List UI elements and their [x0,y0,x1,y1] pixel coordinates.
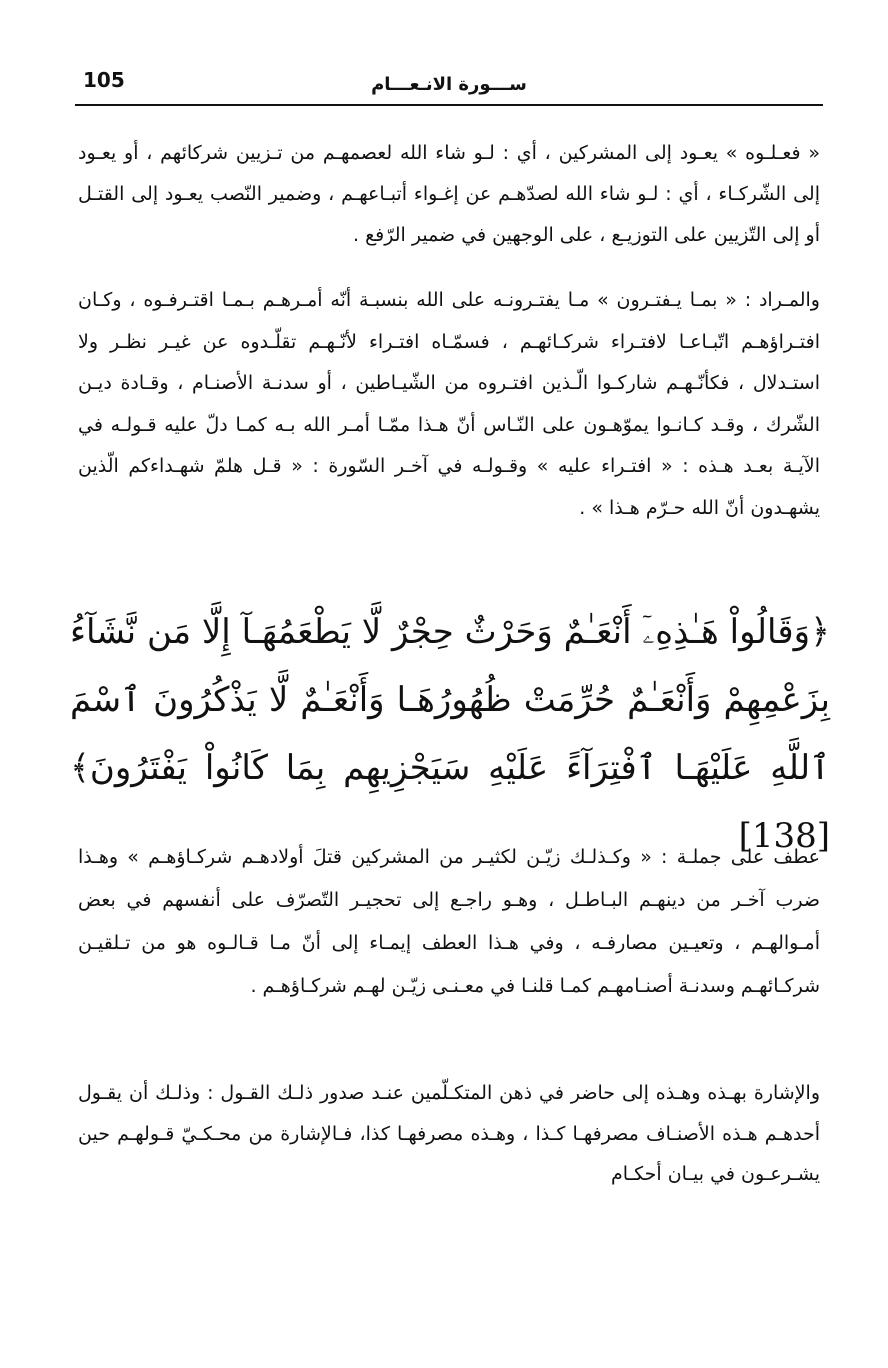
running-title: ســـورة الانـعـــام [371,74,527,95]
page-number: 105 [83,68,125,92]
commentary-paragraph: والمـراد : « بمـا يـفتـرون » مـا يفتـرونـه على الله بنسبـة أنّه أمـرهـم بـمـا اقتـرفـوه ، وكـان افتـراؤهـم اتّبـاعـا لافتـراء شركـائهـم ، فسمّـاه افتـراء لأنّـهـم تقلّـدوه عن غيـر نظـر ولا استـدلال ، فكأنّـهـم شاركـوا الّـذين افتـروه من الشّيـاطين ، أو سدنـة الأصنـام ، وقـادة ديـن الشّرك ، وقـد كـانـوا يموّهـون على النّـاس أنّ هـذا ممّـا أمـر الله بـه كمـا دلّ عليه قـولـه في الآيـة بعـد هـذه : « افتـراء عليه » وقـولـه في آخـر السّورة : « قـل هلمّ شهـداءكم الّذين يشهـدون أنّ الله حـرّم هـذا » . [78,289,820,519]
commentary-paragraph: والإشارة بهـذه وهـذه إلى حاضر في ذهن المتكـلّمين عنـد صدور ذلـك القـول : وذلـك أن يقـول أحدهـم هـذه الأصنـاف مصرفهـا كـذا ، وهـذه مصرفهـا كذا، فـالإشارة من محـكـيّ قـولهـم حين يشـرعـون في بيـان أحكـام [78,1082,820,1185]
page-header [75,62,823,108]
commentary-paragraph: « فعـلـوه » يعـود إلى المشركين ، أي : لـو شاء الله لعصمهـم من تـزيين شركائهم ، أو يعـود إلى الشّركـاء ، أي : لـو شاء الله لصدّهـم عن إغـواء أتبـاعهـم ، وضمير النّصب يعـود إلى القتـل أو إلى التّزيين على التوزيـع ، على الوجهين في ضمير الرّفع . [78,142,820,246]
commentary-paragraph: عطف على جملـة : « وكـذلـك زيّـن لكثيـر من المشركين قتلَ أولادهـم شركـاؤهـم » وهـذا ضرب آخـر من دينهـم البـاطـل ، وهـو راجـع إلى تحجيـر التّصرّف على أنفسهم في بعض أمـوالهـم ، وتعيـين مصارفـه ، وفي هـذا العطف إيمـاء إلى أنّ مـا قـالـوه هو من تـلقيـن شركـائهـم وسدنـة أصنـامهـم كمـا قلنـا في معـنـى زيّـن لهـم شركـاؤهـم . [78,846,820,997]
header-rule [75,104,823,106]
quran-verse: ﴿وَقَالُواْ هَـٰذِهِۦٓ أَنْعَـٰمٌ وَحَرْثٌ حِجْرٌ لَّا يَطْعَمُهَـآ إِلَّا مَن نَّشَآءُ بِزَعْمِهِمْ وَأَنْعَـٰمٌ حُرِّمَتْ ظُهُورُهَـا وَأَنْعَـٰمٌ لَّا يَذْكُرُونَ ٱسْمَ ٱللَّهِ عَلَيْهَـا ٱفْتِرَآءً عَلَيْهِ سَيَجْزِيهِم بِمَا كَانُواْ يَفْتَرُونَ﴾ [138] [70,612,830,856]
